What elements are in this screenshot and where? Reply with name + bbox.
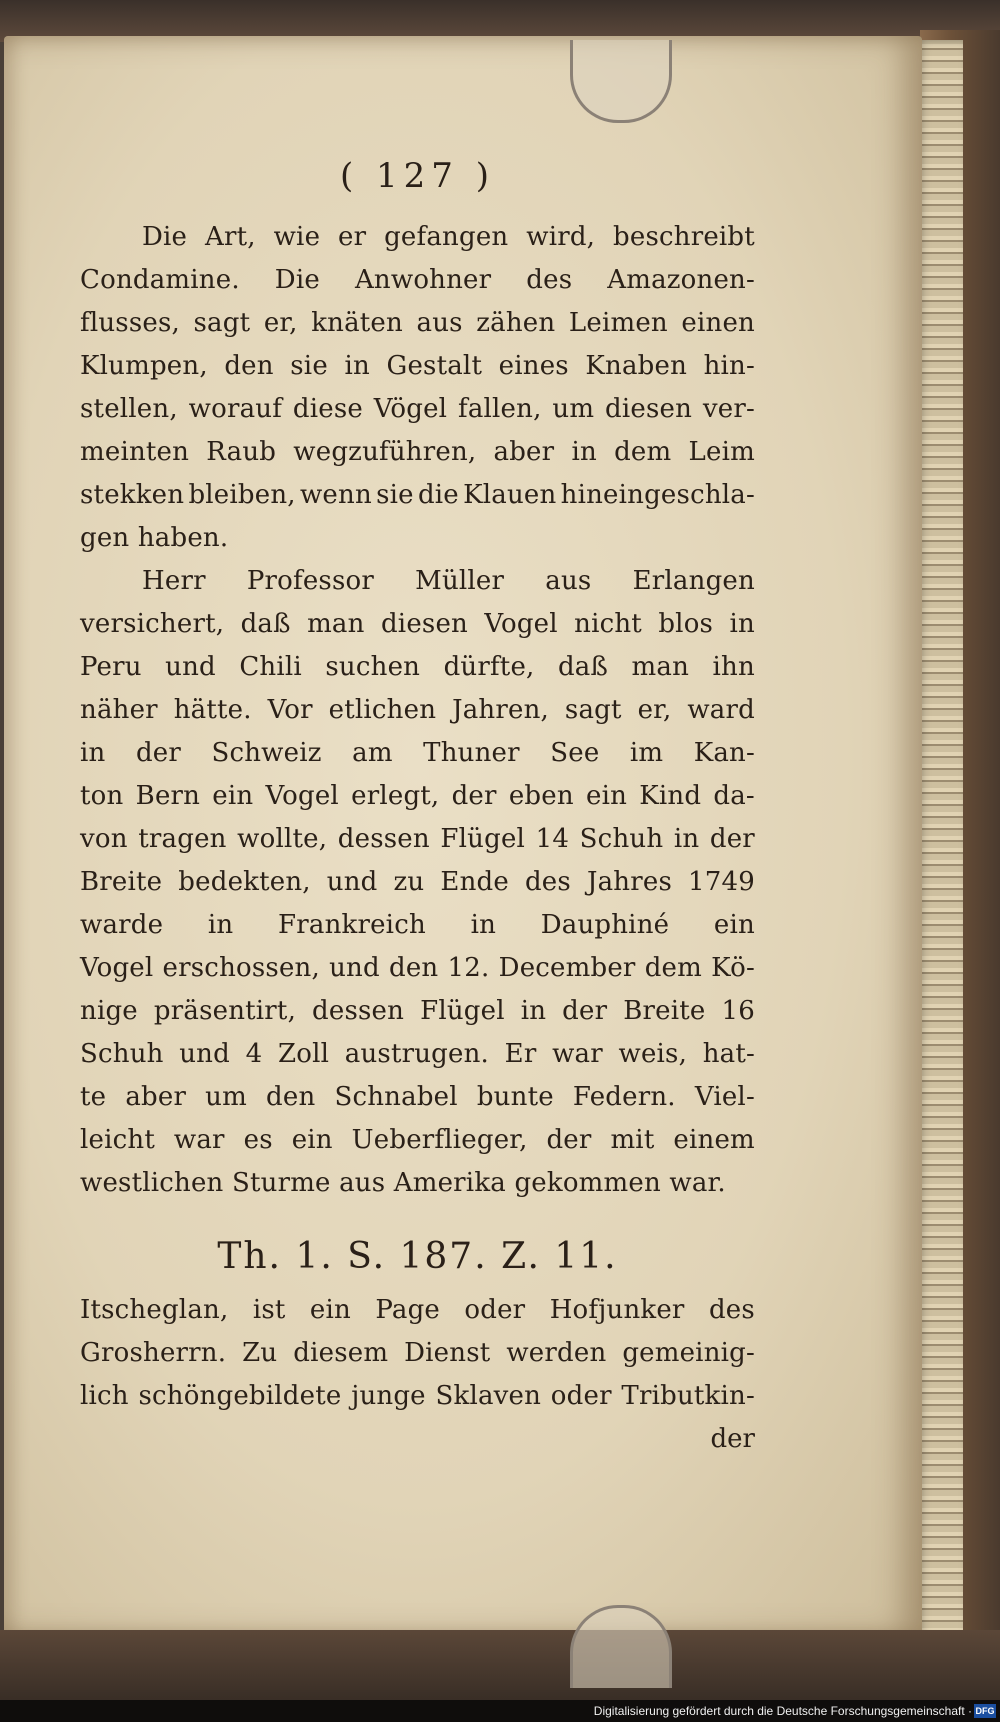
text-line: flusses, sagt er, knäten aus zähen Leimen einen — [80, 308, 755, 338]
page-number: ( 127 ) — [339, 156, 496, 196]
text-line: Herr Professor Müller aus Erlangen — [142, 566, 755, 596]
text-line: meinten Raub wegzuführen, aber in dem Leim — [80, 437, 755, 467]
paragraph-3 — [80, 1289, 755, 1418]
text-line: Breite bedekten, und zu Ende des Jahres 1749 — [80, 867, 755, 897]
text-line: nige präsentirt, dessen Flügel in der Breite 16 — [80, 996, 755, 1026]
page-text — [80, 150, 755, 1461]
text-line: in der Schweiz am Thuner See im Kan- — [80, 738, 755, 768]
text-line: gen haben. — [80, 523, 229, 553]
text-line: Die Art, wie er gefangen wird, beschreibt — [142, 222, 755, 252]
text-line: versichert, daß man diesen Vogel nicht blos in — [80, 609, 755, 639]
text-line: von tragen wollte, dessen Flügel 14 Schuh in der — [80, 824, 755, 854]
text-line: Klumpen, den sie in Gestalt eines Knaben hin- — [80, 351, 755, 381]
text-line: Itscheglan, ist ein Page oder Hofjunker des — [80, 1295, 755, 1325]
catchword: der — [710, 1424, 755, 1454]
text-line: Peru und Chili suchen dürfte, daß man ihn — [80, 652, 755, 682]
section-heading: Th. 1. S. 187. Z. 11. — [217, 1236, 618, 1277]
dfg-logo: DFG — [975, 1706, 995, 1716]
text-line: Schuh und 4 Zoll austrugen. Er war weis, hat- — [80, 1039, 755, 1069]
text-line: warde in Frankreich in Dauphiné ein — [80, 910, 755, 940]
text-line: westlichen Sturme aus Amerika gekommen war. — [80, 1168, 726, 1198]
paragraph-1 — [80, 216, 755, 560]
page-stack — [915, 40, 963, 1640]
text-line: stekken bleiben, wenn sie die Klauen hineingeschla- — [80, 480, 755, 510]
text-line: näher hätte. Vor etlichen Jahren, sagt er, ward — [80, 695, 755, 725]
text-line: Vogel erschossen, und den 12. December dem Kö- — [80, 953, 755, 983]
paragraph-2 — [80, 560, 755, 1205]
text-line: te aber um den Schnabel bunte Federn. Viel- — [80, 1082, 755, 1112]
text-line: Condamine. Die Anwohner des Amazonen- — [80, 265, 755, 295]
text-line: stellen, worauf diese Vögel fallen, um diesen ver- — [80, 394, 755, 424]
text-line: ton Bern ein Vogel erlegt, der eben ein Kind da- — [80, 781, 755, 811]
text-line: lich schöngebildete junge Sklaven oder Tributkin- — [80, 1381, 755, 1411]
text-line: leicht war es ein Ueberflieger, der mit einem — [80, 1125, 755, 1155]
funding-credit: Digitalisierung gefördert durch die Deutsche Forschungsgemeinschaft · — [593, 1704, 972, 1718]
page-clip-bottom — [570, 1605, 672, 1688]
text-line: Grosherrn. Zu diesem Dienst werden gemeinig- — [80, 1338, 755, 1368]
